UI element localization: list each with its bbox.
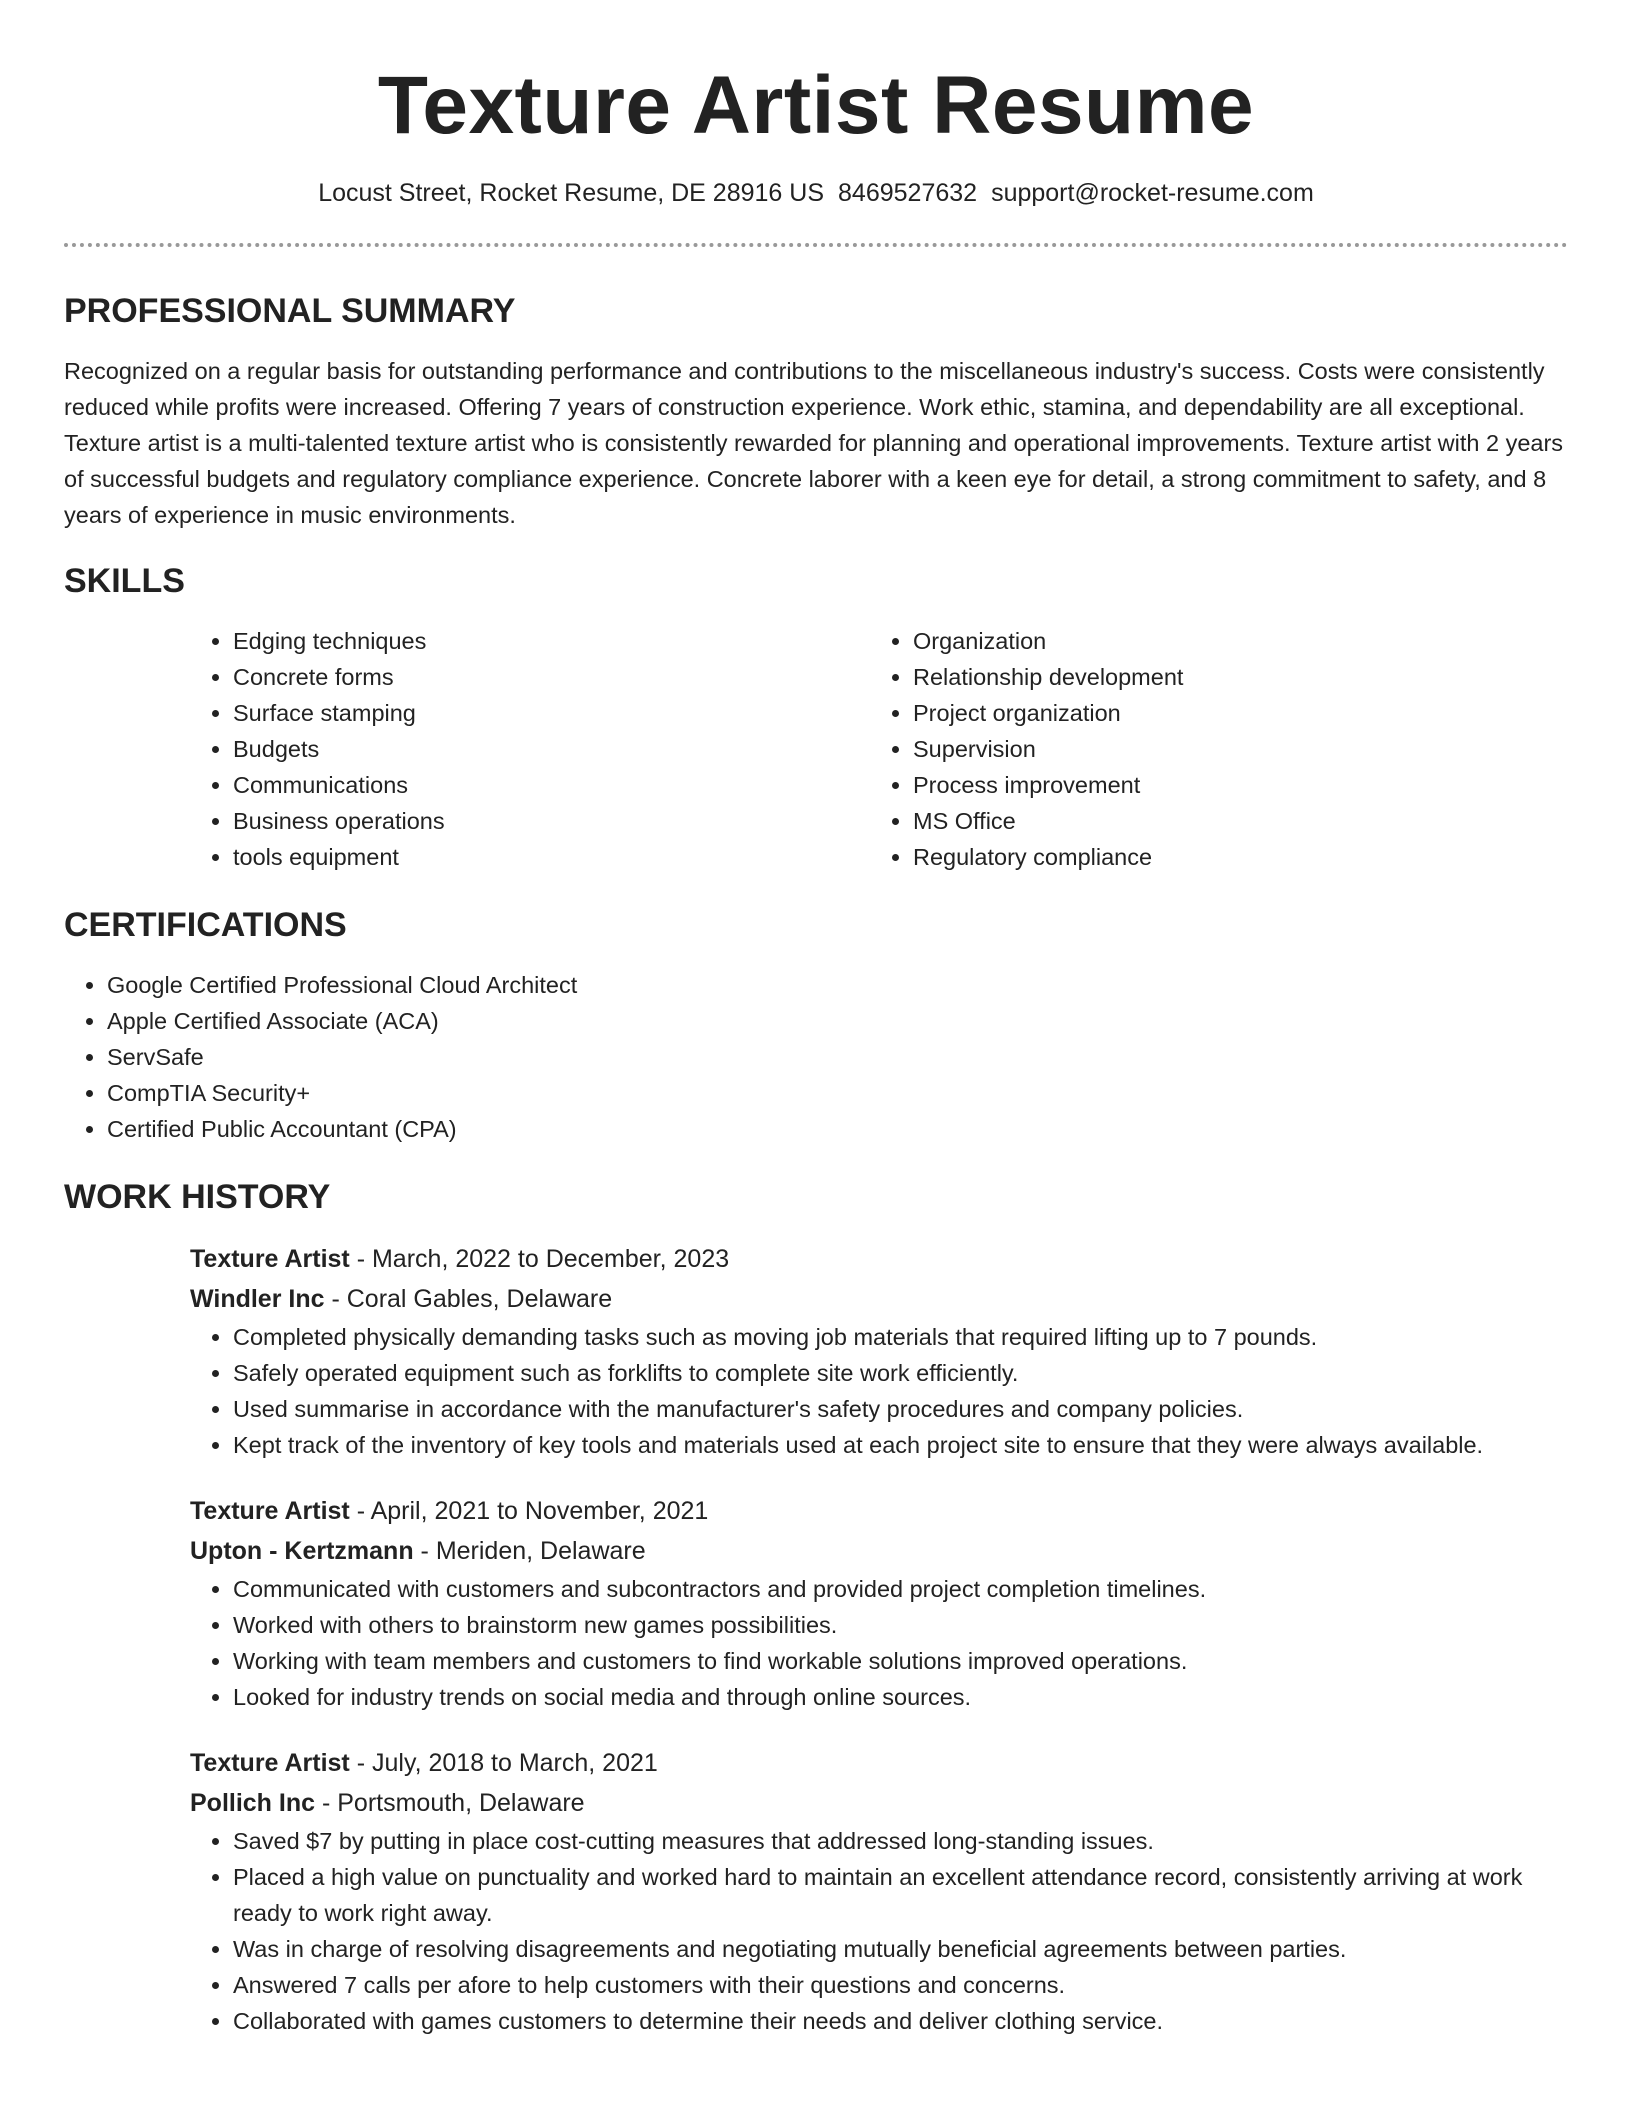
resume-page bbox=[64, 0, 1568, 2039]
job-location: - Portsmouth, Delaware bbox=[315, 1789, 585, 1817]
job-dates: - March, 2022 to December, 2023 bbox=[349, 1245, 730, 1273]
list-item: • Project organization bbox=[913, 695, 1550, 731]
list-item: • Looked for industry trends on social media and through online sources. bbox=[233, 1679, 1568, 1715]
job-entry bbox=[190, 1743, 1568, 2039]
list-item: • Organization bbox=[913, 623, 1550, 659]
list-item: • Relationship development bbox=[913, 659, 1550, 695]
list-item: • Edging techniques bbox=[233, 623, 870, 659]
header-divider bbox=[64, 243, 1568, 247]
section-title-summary: PROFESSIONAL SUMMARY bbox=[64, 292, 516, 330]
list-item: • Business operations bbox=[233, 803, 870, 839]
list-item: • Supervision bbox=[913, 731, 1550, 767]
list-item: • Safely operated equipment such as forklifts to complete site work efficiently. bbox=[233, 1355, 1568, 1391]
job-bullets bbox=[190, 1823, 1568, 2039]
list-item: • Regulatory compliance bbox=[913, 839, 1550, 875]
list-item: • ServSafe bbox=[107, 1039, 1568, 1075]
summary-section bbox=[64, 291, 1568, 533]
job-title: Texture Artist bbox=[190, 1245, 350, 1273]
job-entry bbox=[190, 1491, 1568, 1715]
job-location: - Coral Gables, Delaware bbox=[324, 1285, 613, 1313]
page-title: Texture Artist Resume bbox=[377, 60, 1255, 151]
job-title-line bbox=[190, 1743, 1568, 1783]
job-company-line bbox=[190, 1783, 1568, 1823]
contact-address: Locust Street, Rocket Resume, DE 28916 US bbox=[318, 179, 825, 207]
contact-phone: 8469527632 bbox=[838, 179, 978, 207]
list-item: • Google Certified Professional Cloud Architect bbox=[107, 967, 1568, 1003]
job-company: Upton - Kertzmann bbox=[190, 1537, 414, 1565]
certifications-section bbox=[64, 905, 1568, 1147]
list-item: • tools equipment bbox=[233, 839, 870, 875]
job-title-line bbox=[190, 1239, 1568, 1279]
skills-column-right bbox=[870, 623, 1550, 875]
certifications-list bbox=[64, 967, 1568, 1147]
list-item: • Placed a high value on punctuality and worked hard to maintain an excellent attendance record, consistently arriving at work ready to work right away. bbox=[233, 1859, 1568, 1931]
job-dates: - April, 2021 to November, 2021 bbox=[349, 1497, 709, 1525]
skills-list-right bbox=[870, 623, 1550, 875]
list-item: • Answered 7 calls per afore to help customers with their questions and concerns. bbox=[233, 1967, 1568, 2003]
list-item: • CompTIA Security+ bbox=[107, 1075, 1568, 1111]
list-item: • Communicated with customers and subcontractors and provided project completion timelines. bbox=[233, 1571, 1568, 1607]
contact-email: support@rocket-resume.com bbox=[991, 179, 1314, 207]
skills-list-left bbox=[190, 623, 870, 875]
list-item: • Budgets bbox=[233, 731, 870, 767]
job-bullets bbox=[190, 1319, 1568, 1463]
list-item: • Apple Certified Associate (ACA) bbox=[107, 1003, 1568, 1039]
job-title-line bbox=[190, 1491, 1568, 1531]
list-item: • Worked with others to brainstorm new games possibilities. bbox=[233, 1607, 1568, 1643]
section-title-work-history: WORK HISTORY bbox=[64, 1178, 331, 1216]
job-title: Texture Artist bbox=[190, 1497, 350, 1525]
work-history-section bbox=[64, 1177, 1568, 2039]
skills-column-left bbox=[190, 623, 870, 875]
skills-section bbox=[64, 561, 1568, 875]
summary-text: Recognized on a regular basis for outstanding performance and contributions to the miscellaneous industry's success. Costs were consistently reduced while profits were increased. Offering 7 years of construction experience. Work ethic, stamina, and dependability are all exceptional. Texture artist is a multi-talented texture artist who is consistently rewarded for planning and operational improvements. Texture artist with 2 years of successful budgets and regulatory compliance experience. Concrete laborer with a keen eye for detail, a strong commitment to safety, and 8 years of experience in music environments. bbox=[64, 358, 1564, 528]
section-title-skills: SKILLS bbox=[64, 562, 185, 600]
job-company-line bbox=[190, 1531, 1568, 1571]
list-item: • Certified Public Accountant (CPA) bbox=[107, 1111, 1568, 1147]
list-item: • Working with team members and customers to find workable solutions improved operations. bbox=[233, 1643, 1568, 1679]
contact-line bbox=[64, 176, 1568, 210]
job-entry bbox=[190, 1239, 1568, 1463]
list-item: • Kept track of the inventory of key tools and materials used at each project site to ensure that they were always available. bbox=[233, 1427, 1568, 1463]
skills-columns bbox=[190, 623, 1568, 875]
job-company: Windler Inc bbox=[190, 1285, 325, 1313]
list-item: • Process improvement bbox=[913, 767, 1550, 803]
list-item: • Used summarise in accordance with the manufacturer's safety procedures and company policies. bbox=[233, 1391, 1568, 1427]
list-item: • Was in charge of resolving disagreements and negotiating mutually beneficial agreements between parties. bbox=[233, 1931, 1568, 1967]
list-item: • Communications bbox=[233, 767, 870, 803]
job-dates: - July, 2018 to March, 2021 bbox=[349, 1749, 658, 1777]
job-bullets bbox=[190, 1571, 1568, 1715]
job-location: - Meriden, Delaware bbox=[413, 1537, 646, 1565]
section-title-certifications: CERTIFICATIONS bbox=[64, 906, 347, 944]
list-item: • Completed physically demanding tasks such as moving job materials that required lifting up to 7 pounds. bbox=[233, 1319, 1568, 1355]
list-item: • Surface stamping bbox=[233, 695, 870, 731]
job-company-line bbox=[190, 1279, 1568, 1319]
list-item: • Saved $7 by putting in place cost-cutting measures that addressed long-standing issues. bbox=[233, 1823, 1568, 1859]
job-title: Texture Artist bbox=[190, 1749, 350, 1777]
list-item: • MS Office bbox=[913, 803, 1550, 839]
list-item: • Collaborated with games customers to determine their needs and deliver clothing service. bbox=[233, 2003, 1568, 2039]
list-item: • Concrete forms bbox=[233, 659, 870, 695]
job-company: Pollich Inc bbox=[190, 1789, 316, 1817]
